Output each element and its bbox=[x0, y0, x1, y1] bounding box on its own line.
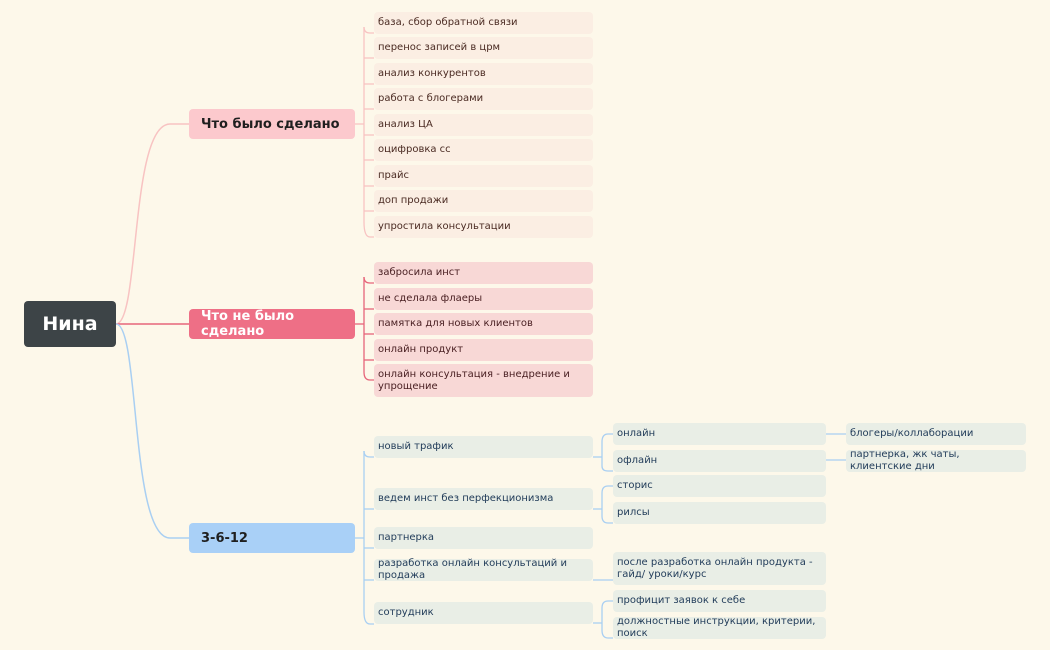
plan-subitem[interactable]: после разработка онлайн продукта - гайд/ уроки/курс bbox=[613, 552, 826, 585]
plan-item[interactable]: сотрудник bbox=[374, 602, 593, 624]
plan-item[interactable]: новый трафик bbox=[374, 436, 593, 458]
done-item[interactable]: перенос записей в црм bbox=[374, 37, 593, 59]
plan-subitem[interactable]: сторис bbox=[613, 475, 826, 497]
done-item[interactable]: прайс bbox=[374, 165, 593, 187]
plan-subsubitem[interactable]: партнерка, жк чаты, клиентские дни bbox=[846, 450, 1026, 472]
plan-subitem[interactable]: должностные инструкции, критерии, поиск bbox=[613, 617, 826, 639]
branch1-connectors bbox=[355, 27, 374, 237]
done-item[interactable]: оцифровка сс bbox=[374, 139, 593, 161]
connector-root-branch1 bbox=[116, 124, 189, 324]
plan-subitem[interactable]: рилсы bbox=[613, 502, 826, 524]
not-done-item[interactable]: онлайн продукт bbox=[374, 339, 593, 361]
not-done-item[interactable]: памятка для новых клиентов bbox=[374, 313, 593, 335]
done-item[interactable]: анализ ЦА bbox=[374, 114, 593, 136]
branch-done[interactable]: Что было сделано bbox=[189, 109, 355, 139]
done-item[interactable]: работа с блогерами bbox=[374, 88, 593, 110]
done-item[interactable]: упростила консультации bbox=[374, 216, 593, 238]
plan-subitem[interactable]: офлайн bbox=[613, 450, 826, 472]
branch2-connectors bbox=[355, 277, 374, 380]
not-done-item[interactable]: онлайн консультация - внедрение и упрощение bbox=[374, 364, 593, 397]
plan-subsubitem[interactable]: блогеры/коллаборации bbox=[846, 423, 1026, 445]
plan-item[interactable]: разработка онлайн консультаций и продажа bbox=[374, 559, 593, 581]
plan-item[interactable]: партнерка bbox=[374, 527, 593, 549]
plan-subitem[interactable]: профицит заявок к себе bbox=[613, 590, 826, 612]
plan-item[interactable]: ведем инст без перфекционизма bbox=[374, 488, 593, 510]
not-done-item[interactable]: не сделала флаеры bbox=[374, 288, 593, 310]
connector-root-branch3 bbox=[116, 324, 189, 538]
done-item[interactable]: анализ конкурентов bbox=[374, 63, 593, 85]
done-item[interactable]: доп продажи bbox=[374, 190, 593, 212]
not-done-item[interactable]: забросила инст bbox=[374, 262, 593, 284]
branch-3-6-12[interactable]: 3-6-12 bbox=[189, 523, 355, 553]
done-item[interactable]: база, сбор обратной связи bbox=[374, 12, 593, 34]
plan-subitem[interactable]: онлайн bbox=[613, 423, 826, 445]
branch-not-done[interactable]: Что не было сделано bbox=[189, 309, 355, 339]
root-node[interactable]: Нина bbox=[24, 301, 116, 347]
